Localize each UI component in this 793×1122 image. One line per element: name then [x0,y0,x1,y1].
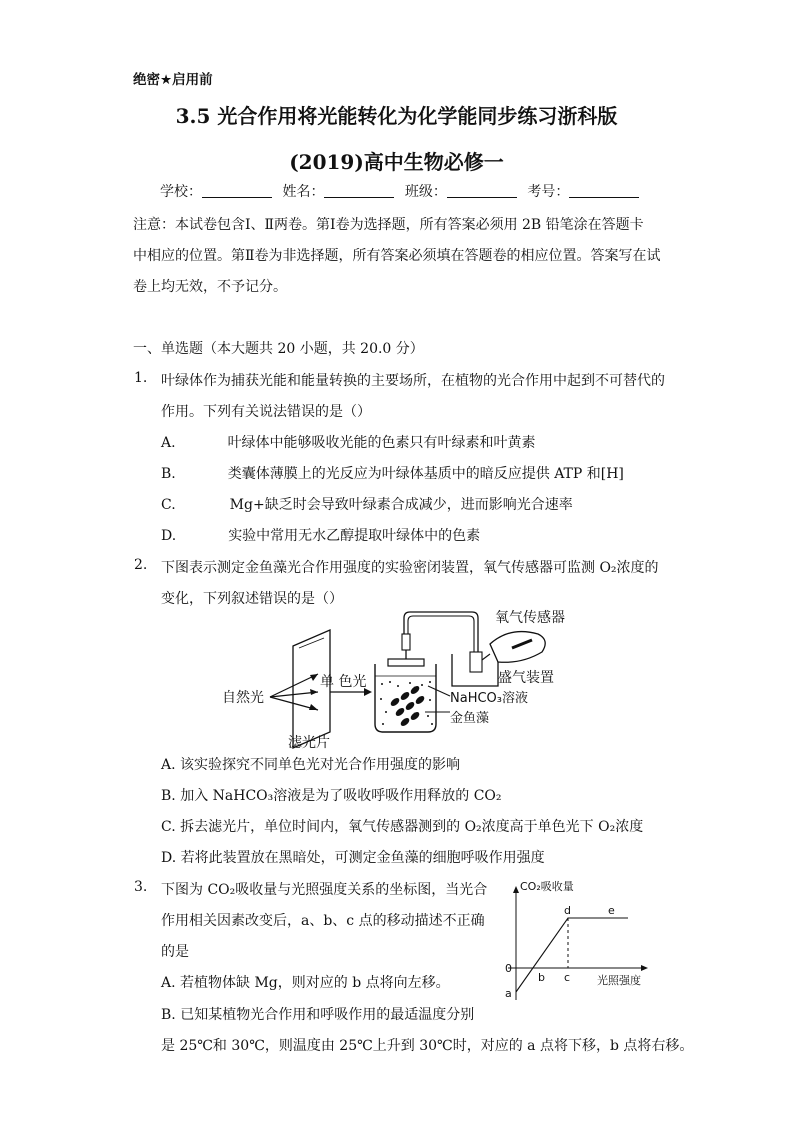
q1-option-a[interactable] [161,432,536,452]
q2-stem-line1: 下图表示测定金鱼藻光合作用强度的实验密闭装置，氧气传感器可监测 O₂浓度的 [161,560,659,576]
q3-stem-line1: 下图为 CO₂吸收量与光照强度关系的坐标图，当光合 [161,882,488,898]
option-text: 实验中常用无水乙醇提取叶绿体中的色素 [228,528,481,544]
q1-option-c[interactable] [161,494,573,514]
origin-label: 0 [505,962,512,975]
point-b-label: b [538,971,545,984]
exam-number-field-label: 考号： [527,184,570,200]
sensor-label: 氧气传感器 [495,610,565,626]
q2-option-c[interactable] [161,816,643,836]
point-d-label: d [564,904,571,917]
point-c-label: c [564,971,571,984]
point-e-label: e [608,904,615,917]
q2-apparatus-figure [200,604,590,754]
option-label: C. [161,497,176,513]
q2-stem-line2: 变化，下列叙述错误的是（） [161,591,343,607]
gas-tube [404,612,478,652]
notice-line-3: 卷上均无效，不予记分。 [133,279,287,295]
point-a-label: a [505,987,512,1000]
option-text: 若植物体缺 Mg，则对应的 b 点将向左移。 [180,975,450,991]
solution-label: NaHCO₃溶液 [450,691,528,706]
option-text: 若将此装置放在黑暗处，可测定金鱼藻的细胞呼吸作用强度 [180,850,545,866]
class-field-blank[interactable] [447,183,517,198]
q3-option-b[interactable] [161,1004,474,1024]
beaker-lid [388,659,424,666]
q1-stem-line2: 作用。下列有关说法错误的是（） [161,404,371,420]
y-axis-label: CO₂吸收量 [520,880,574,893]
q3-option-b-continued: 是 25℃和 30℃，则温度由 25℃上升到 30℃时，对应的 a 点将下移，b 点将右移。 [161,1038,694,1054]
option-label: B. [161,466,176,482]
option-label: D. [161,528,177,544]
secret-label: 绝密★启用前 [133,72,213,88]
school-field-blank[interactable] [202,183,272,198]
option-text: 叶绿体中能够吸收光能的色素只有叶绿素和叶黄素 [227,435,536,451]
name-field-blank[interactable] [324,183,394,198]
option-label: A. [161,757,176,773]
option-text: Mg+缺乏时会导致叶绿素合成减少，进而影响光合速率 [229,497,573,513]
q2-option-b[interactable] [161,785,502,805]
page-title-line2: (2019)高中生物必修一 [289,150,504,174]
option-text: 拆去滤光片，单位时间内，氧气传感器测到的 O₂浓度高于单色光下 O₂浓度 [180,819,644,835]
q2-option-a[interactable] [161,754,460,774]
q2-number: 2. [134,557,148,573]
goldfish-weed [389,684,426,727]
option-text: 该实验探究不同单色光对光合作用强度的影响 [180,757,461,773]
notice-line-1: 注意：本试卷包含Ⅰ、Ⅱ两卷。第Ⅰ卷为选择题，所有答案必须用 2B 铅笔涂在答题卡 [133,217,644,233]
notice-line-2: 中相应的位置。第Ⅱ卷为非选择题，所有答案必须填在答题卷的相应位置。答案写在试 [133,248,661,264]
container-label: 盛气装置 [498,670,554,686]
filter-hatch [299,638,324,648]
option-text: 已知某植物光合作用和呼吸作用的最适温度分别 [180,1007,475,1023]
q3-stem-line2: 作用相关因素改变后，a、b、c 点的移动描述不正确 [161,913,485,929]
q1-option-d[interactable] [161,525,480,545]
q3-number: 3. [134,879,148,895]
q1-option-b[interactable] [161,463,624,483]
natural-light-label: 自然光 [222,690,264,706]
option-label: B. [161,788,176,804]
option-label: C. [161,819,176,835]
option-label: B. [161,1007,176,1023]
section-heading: 一、单选题（本大题共 20 小题，共 20.0 分） [133,341,424,357]
option-text: 类囊体薄膜上的光反应为叶绿体基质中的暗反应提供 ATP 和[H] [227,466,624,482]
student-info-fields [160,181,645,201]
exam-number-field-blank[interactable] [569,183,639,198]
q3-stem-line3: 的是 [161,944,189,960]
option-label: D. [161,850,177,866]
mono-light-label: 单 色光 [320,674,367,690]
class-field-label: 班级： [404,184,447,200]
name-field-label: 姓名： [282,184,325,200]
q2-option-d[interactable] [161,847,545,867]
option-text: 加入 NaHCO₃溶液是为了吸收呼吸作用释放的 CO₂ [180,788,502,804]
x-axis-label: 光照强度 [597,974,641,987]
school-field-label: 学校： [160,184,202,200]
q3-co2-graph [496,876,656,1004]
plant-label: 金鱼藻 [450,711,490,726]
page-title-line1: 3.5 光合作用将光能转化为化学能同步练习浙科版 [175,104,618,128]
option-label: A. [161,975,176,991]
filter-label: 滤光片 [288,735,330,751]
q1-stem-line1: 叶绿体作为捕获光能和能量转换的主要场所，在植物的光合作用中起到不可替代的 [161,373,665,389]
q3-option-a[interactable] [161,972,450,992]
option-label: A. [161,435,176,451]
q1-number: 1. [134,370,148,386]
